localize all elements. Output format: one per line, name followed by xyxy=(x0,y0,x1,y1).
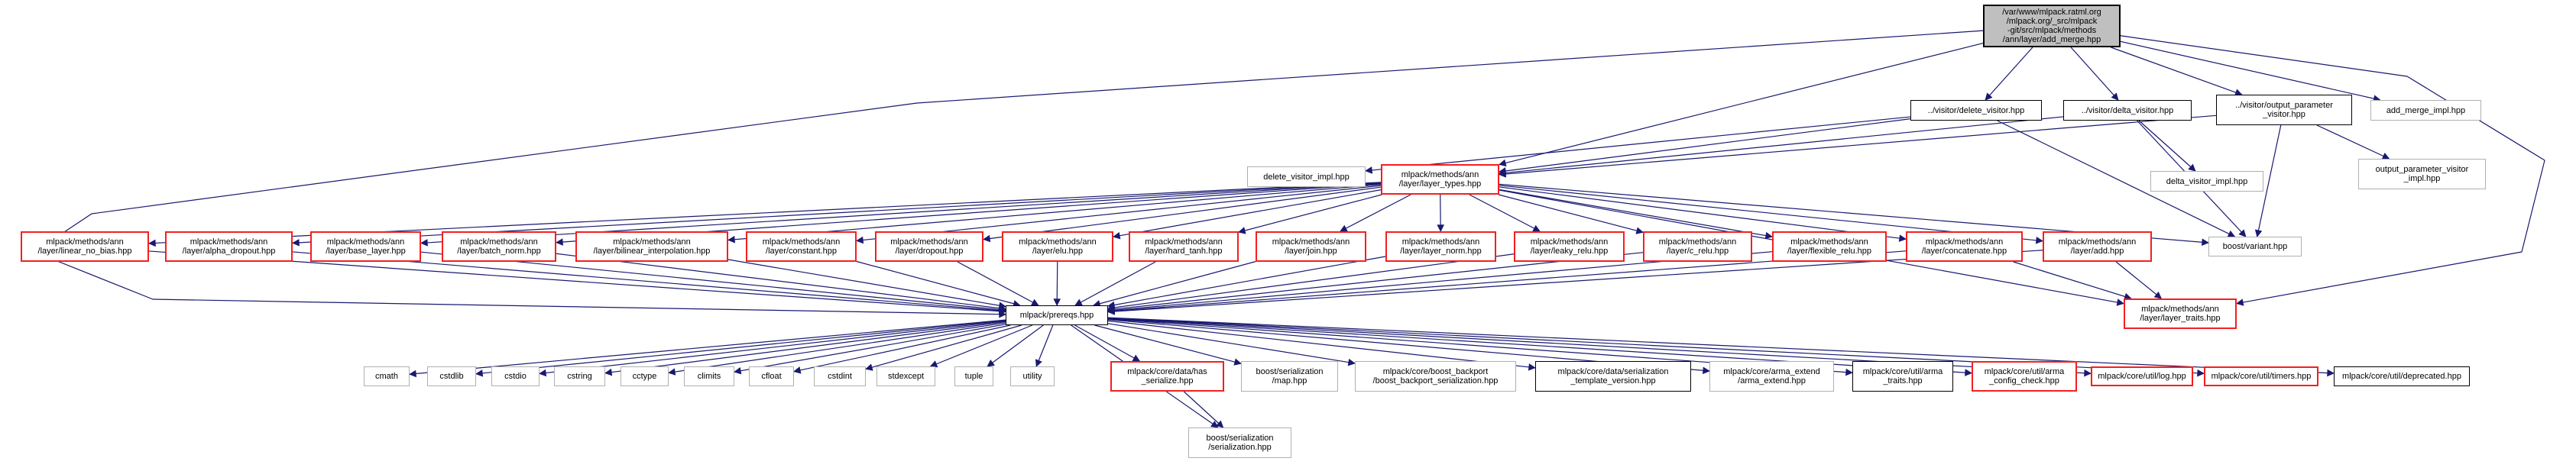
node-dropout[interactable] xyxy=(875,231,983,262)
edge-layer-types-to-join xyxy=(1340,195,1411,231)
node-label: /layer/c_relu.hpp xyxy=(1666,247,1729,256)
node-label: mlpack/methods/ann xyxy=(890,237,968,247)
node-label: add_merge_impl.hpp xyxy=(2386,105,2466,115)
node-linear-no-bias[interactable] xyxy=(21,231,149,262)
node-alpha-dropout[interactable] xyxy=(165,231,293,262)
edge-hard-tanh-to-prereqs xyxy=(1075,262,1155,305)
node-boost-serialization-map xyxy=(1241,361,1338,392)
node-prereqs[interactable] xyxy=(1006,305,1108,325)
node-label: _impl.hpp xyxy=(2403,174,2441,183)
edge-prereqs-to-climits xyxy=(734,324,1006,372)
node-cctype xyxy=(621,366,669,386)
edge-root-to-add-merge-impl xyxy=(2121,41,2380,100)
node-label: mlpack/methods/ann xyxy=(1145,237,1223,247)
node-stdexcept xyxy=(876,366,935,386)
node-label: ../visitor/delete_visitor.hpp xyxy=(1927,105,2025,115)
edge-prereqs-to-cstring xyxy=(605,322,1006,373)
node-label: /layer/flexible_relu.hpp xyxy=(1787,247,1872,256)
node-label: mlpack/methods/ann xyxy=(190,237,268,247)
node-label: stdexcept xyxy=(887,372,925,381)
node-boost-serialization xyxy=(1188,427,1291,458)
node-label: /arma_extend.hpp xyxy=(1738,376,1806,386)
edge-prereqs-to-cfloat xyxy=(794,325,1010,372)
edge-prereqs-to-has-serialize xyxy=(1074,325,1139,361)
node-label: mlpack/methods/ann xyxy=(1401,170,1479,179)
edge-constant-to-prereqs xyxy=(857,262,1020,305)
node-label: cstring xyxy=(567,372,592,381)
node-batch-norm[interactable] xyxy=(442,231,556,262)
node-delta-visitor-impl xyxy=(2150,171,2263,192)
edge-layer-types-to-leaky-relu xyxy=(1469,195,1540,231)
node-label: _visitor.hpp xyxy=(2263,110,2305,119)
edge-elu-to-prereqs xyxy=(1057,262,1058,305)
node-cstdint xyxy=(814,366,866,386)
node-boost-backport xyxy=(1355,361,1516,392)
node-flexible-relu[interactable] xyxy=(1772,231,1887,262)
node-label: mlpack/methods/ann xyxy=(1658,237,1737,247)
node-label: mlpack/methods/ann xyxy=(613,237,691,247)
node-label: /layer/layer_norm.hpp xyxy=(1400,247,1482,256)
node-label: cctype xyxy=(632,372,657,381)
node-base-layer[interactable] xyxy=(310,231,421,262)
node-label: _template_version.hpp xyxy=(1570,376,1656,386)
node-label: delete_visitor_impl.hpp xyxy=(1263,172,1350,182)
edge-add-to-layer-traits xyxy=(2116,262,2161,298)
node-label: _traits.hpp xyxy=(1883,376,1923,386)
node-label: mlpack/methods/ann xyxy=(326,237,405,247)
node-deprecated[interactable] xyxy=(2334,366,2470,386)
node-label: /serialization.hpp xyxy=(1208,443,1272,452)
node-serialization-template-version[interactable] xyxy=(1535,361,1691,392)
edge-layer-types-to-hard-tanh xyxy=(1239,195,1382,232)
node-label: ../visitor/delta_visitor.hpp xyxy=(2081,105,2174,115)
node-cfloat xyxy=(749,366,794,386)
node-label: /mlpack.org/_src/mlpack xyxy=(2006,17,2098,26)
node-label: /layer/leaky_relu.hpp xyxy=(1530,247,1609,256)
node-log[interactable] xyxy=(2091,366,2193,386)
node-label: cstdio xyxy=(504,372,527,381)
node-label: /layer/constant.hpp xyxy=(766,247,837,256)
node-c-relu[interactable] xyxy=(1643,231,1752,262)
node-output-parameter-visitor-impl xyxy=(2358,159,2486,189)
node-label: /boost_backport_serialization.hpp xyxy=(1372,376,1499,386)
edge-root-to-delta-visitor xyxy=(2071,47,2118,100)
node-label: boost/variant.hpp xyxy=(2222,242,2288,251)
node-label: /layer/hard_tanh.hpp xyxy=(1145,247,1223,256)
node-label: cstdint xyxy=(828,372,852,381)
node-arma-traits[interactable] xyxy=(1852,361,1953,392)
node-label: mlpack/prereqs.hpp xyxy=(1019,311,1094,320)
node-has-serialize[interactable] xyxy=(1110,361,1224,392)
node-label: mlpack/methods/ann xyxy=(1790,237,1868,247)
node-arma-config-check[interactable] xyxy=(1972,361,2077,392)
node-output-parameter-visitor[interactable] xyxy=(2216,95,2352,125)
node-layer-traits[interactable] xyxy=(2124,298,2237,329)
edge-batch-norm-to-prereqs xyxy=(556,253,1006,308)
edge-prereqs-to-cctype xyxy=(669,323,1006,373)
node-label: _config_check.hpp xyxy=(1989,376,2059,386)
node-label: utility xyxy=(1022,372,1042,381)
node-cstring xyxy=(554,366,605,386)
edge-prereqs-to-boost-serialization-map xyxy=(1094,325,1241,363)
node-add-merge-impl xyxy=(2370,100,2481,121)
node-layer-norm[interactable] xyxy=(1385,231,1496,262)
node-label: -git/src/mlpack/methods xyxy=(2007,26,2097,35)
edge-root-to-prereqs xyxy=(34,31,1983,315)
node-delta-visitor[interactable] xyxy=(2063,100,2192,121)
node-label: _serialize.hpp xyxy=(1141,376,1194,386)
edge-delete-visitor-to-layer-types xyxy=(1499,119,1910,172)
node-label: /layer/bilinear_interpolation.hpp xyxy=(593,247,711,256)
edge-prereqs-to-boost-backport xyxy=(1108,324,1355,363)
node-label: /var/www/mlpack.ratml.org xyxy=(2002,8,2101,17)
edge-concatenate-to-layer-traits xyxy=(2014,262,2131,298)
node-label: cstdlib xyxy=(439,372,464,381)
edge-layer-types-to-layer-norm xyxy=(1440,195,1441,231)
node-cstdio xyxy=(491,366,540,386)
node-label: /layer/join.hpp xyxy=(1285,247,1337,256)
node-delete-visitor[interactable] xyxy=(1910,100,2042,121)
node-arma-extend xyxy=(1709,361,1834,392)
node-cstdlib xyxy=(427,366,476,386)
node-join[interactable] xyxy=(1256,231,1366,262)
node-label: boost/serialization xyxy=(1206,434,1274,443)
node-label: /layer/dropout.hpp xyxy=(895,247,964,256)
edge-layer-types-to-flexible-relu xyxy=(1499,189,1772,237)
node-label: /layer/linear_no_bias.hpp xyxy=(37,247,132,256)
edge-join-to-prereqs xyxy=(1094,262,1256,305)
edge-root-to-delete-visitor xyxy=(1985,47,2033,100)
node-label: /layer/alpha_dropout.hpp xyxy=(182,247,276,256)
node-label: mlpack/core/util/arma xyxy=(1862,367,1943,376)
node-label: mlpack/methods/ann xyxy=(762,237,841,247)
node-label: mlpack/core/util/deprecated.hpp xyxy=(2342,372,2461,381)
node-hard-tanh[interactable] xyxy=(1129,231,1239,262)
node-label: mlpack/core/util/log.hpp xyxy=(2098,372,2186,381)
node-root xyxy=(1983,5,2121,47)
edge-delta-visitor-to-layer-types xyxy=(1499,117,2063,173)
node-label: /layer/base_layer.hpp xyxy=(326,247,406,256)
node-timers[interactable] xyxy=(2204,366,2318,386)
node-label: cmath xyxy=(375,372,398,381)
node-label: /layer/concatenate.hpp xyxy=(1921,247,2007,256)
node-label: delta_visitor_impl.hpp xyxy=(2166,176,2248,186)
node-label: output_parameter_visitor xyxy=(2375,165,2469,174)
node-layer-types[interactable] xyxy=(1381,164,1499,195)
edge-layer-types-to-c-relu xyxy=(1499,195,1643,232)
edge-has-serialize-to-boost-serialization xyxy=(1184,392,1223,427)
node-label: mlpack/methods/ann xyxy=(1401,237,1480,247)
node-label: /layer/layer_types.hpp xyxy=(1398,179,1482,189)
edge-prereqs-to-utility xyxy=(1036,325,1053,366)
node-label: /layer/layer_traits.hpp xyxy=(2140,314,2221,323)
node-label: mlpack/core/util/timers.hpp xyxy=(2211,372,2312,381)
node-label: /layer/elu.hpp xyxy=(1032,247,1084,256)
node-label: /ann/layer/add_merge.hpp xyxy=(2002,35,2101,44)
node-concatenate[interactable] xyxy=(1906,231,2023,262)
node-label: /map.hpp xyxy=(1272,376,1307,386)
node-label: /layer/batch_norm.hpp xyxy=(457,247,541,256)
node-add[interactable] xyxy=(2043,231,2152,262)
edge-prereqs-to-tuple xyxy=(987,325,1043,366)
node-constant[interactable] xyxy=(746,231,857,262)
edge-dropout-to-prereqs xyxy=(957,262,1039,305)
node-label: cfloat xyxy=(761,372,782,381)
node-label: mlpack/core/arma_extend xyxy=(1723,367,1820,376)
edge-delta-visitor-to-delta-visitor-impl xyxy=(2139,121,2195,171)
node-label: mlpack/methods/ann xyxy=(46,237,124,247)
node-label: mlpack/core/data/has xyxy=(1127,367,1207,376)
node-climits xyxy=(684,366,734,386)
node-cmath xyxy=(364,366,410,386)
node-label: mlpack/methods/ann xyxy=(2141,305,2219,314)
node-label: climits xyxy=(697,372,721,381)
node-delete-visitor-impl xyxy=(1247,166,1366,187)
node-label: mlpack/core/boost_backport xyxy=(1382,367,1489,376)
node-label: mlpack/methods/ann xyxy=(1272,237,1350,247)
node-leaky-relu[interactable] xyxy=(1514,231,1625,262)
node-label: mlpack/methods/ann xyxy=(1019,237,1097,247)
edge-leaky-relu-to-prereqs xyxy=(1108,254,1514,308)
node-boost-variant xyxy=(2208,237,2302,256)
node-label: mlpack/core/util/arma xyxy=(1984,367,2065,376)
node-utility xyxy=(1010,366,1055,386)
node-bilinear-interpolation[interactable] xyxy=(575,231,728,262)
node-label: tuple xyxy=(964,372,983,381)
node-elu[interactable] xyxy=(1002,231,1113,262)
edge-output-parameter-visitor-to-output-parameter-visitor-impl xyxy=(2317,125,2390,159)
node-label: boost/serialization xyxy=(1256,367,1324,376)
node-label: mlpack/core/data/serialization xyxy=(1557,367,1669,376)
node-label: mlpack/methods/ann xyxy=(2058,237,2137,247)
node-label: mlpack/methods/ann xyxy=(1925,237,2004,247)
node-tuple xyxy=(954,366,993,386)
node-label: mlpack/methods/ann xyxy=(460,237,538,247)
edge-output-parameter-visitor-to-layer-types xyxy=(1499,115,2216,174)
node-label: mlpack/methods/ann xyxy=(1530,237,1609,247)
node-label: /layer/add.hpp xyxy=(2070,247,2124,256)
node-label: ../visitor/output_parameter xyxy=(2235,101,2333,110)
